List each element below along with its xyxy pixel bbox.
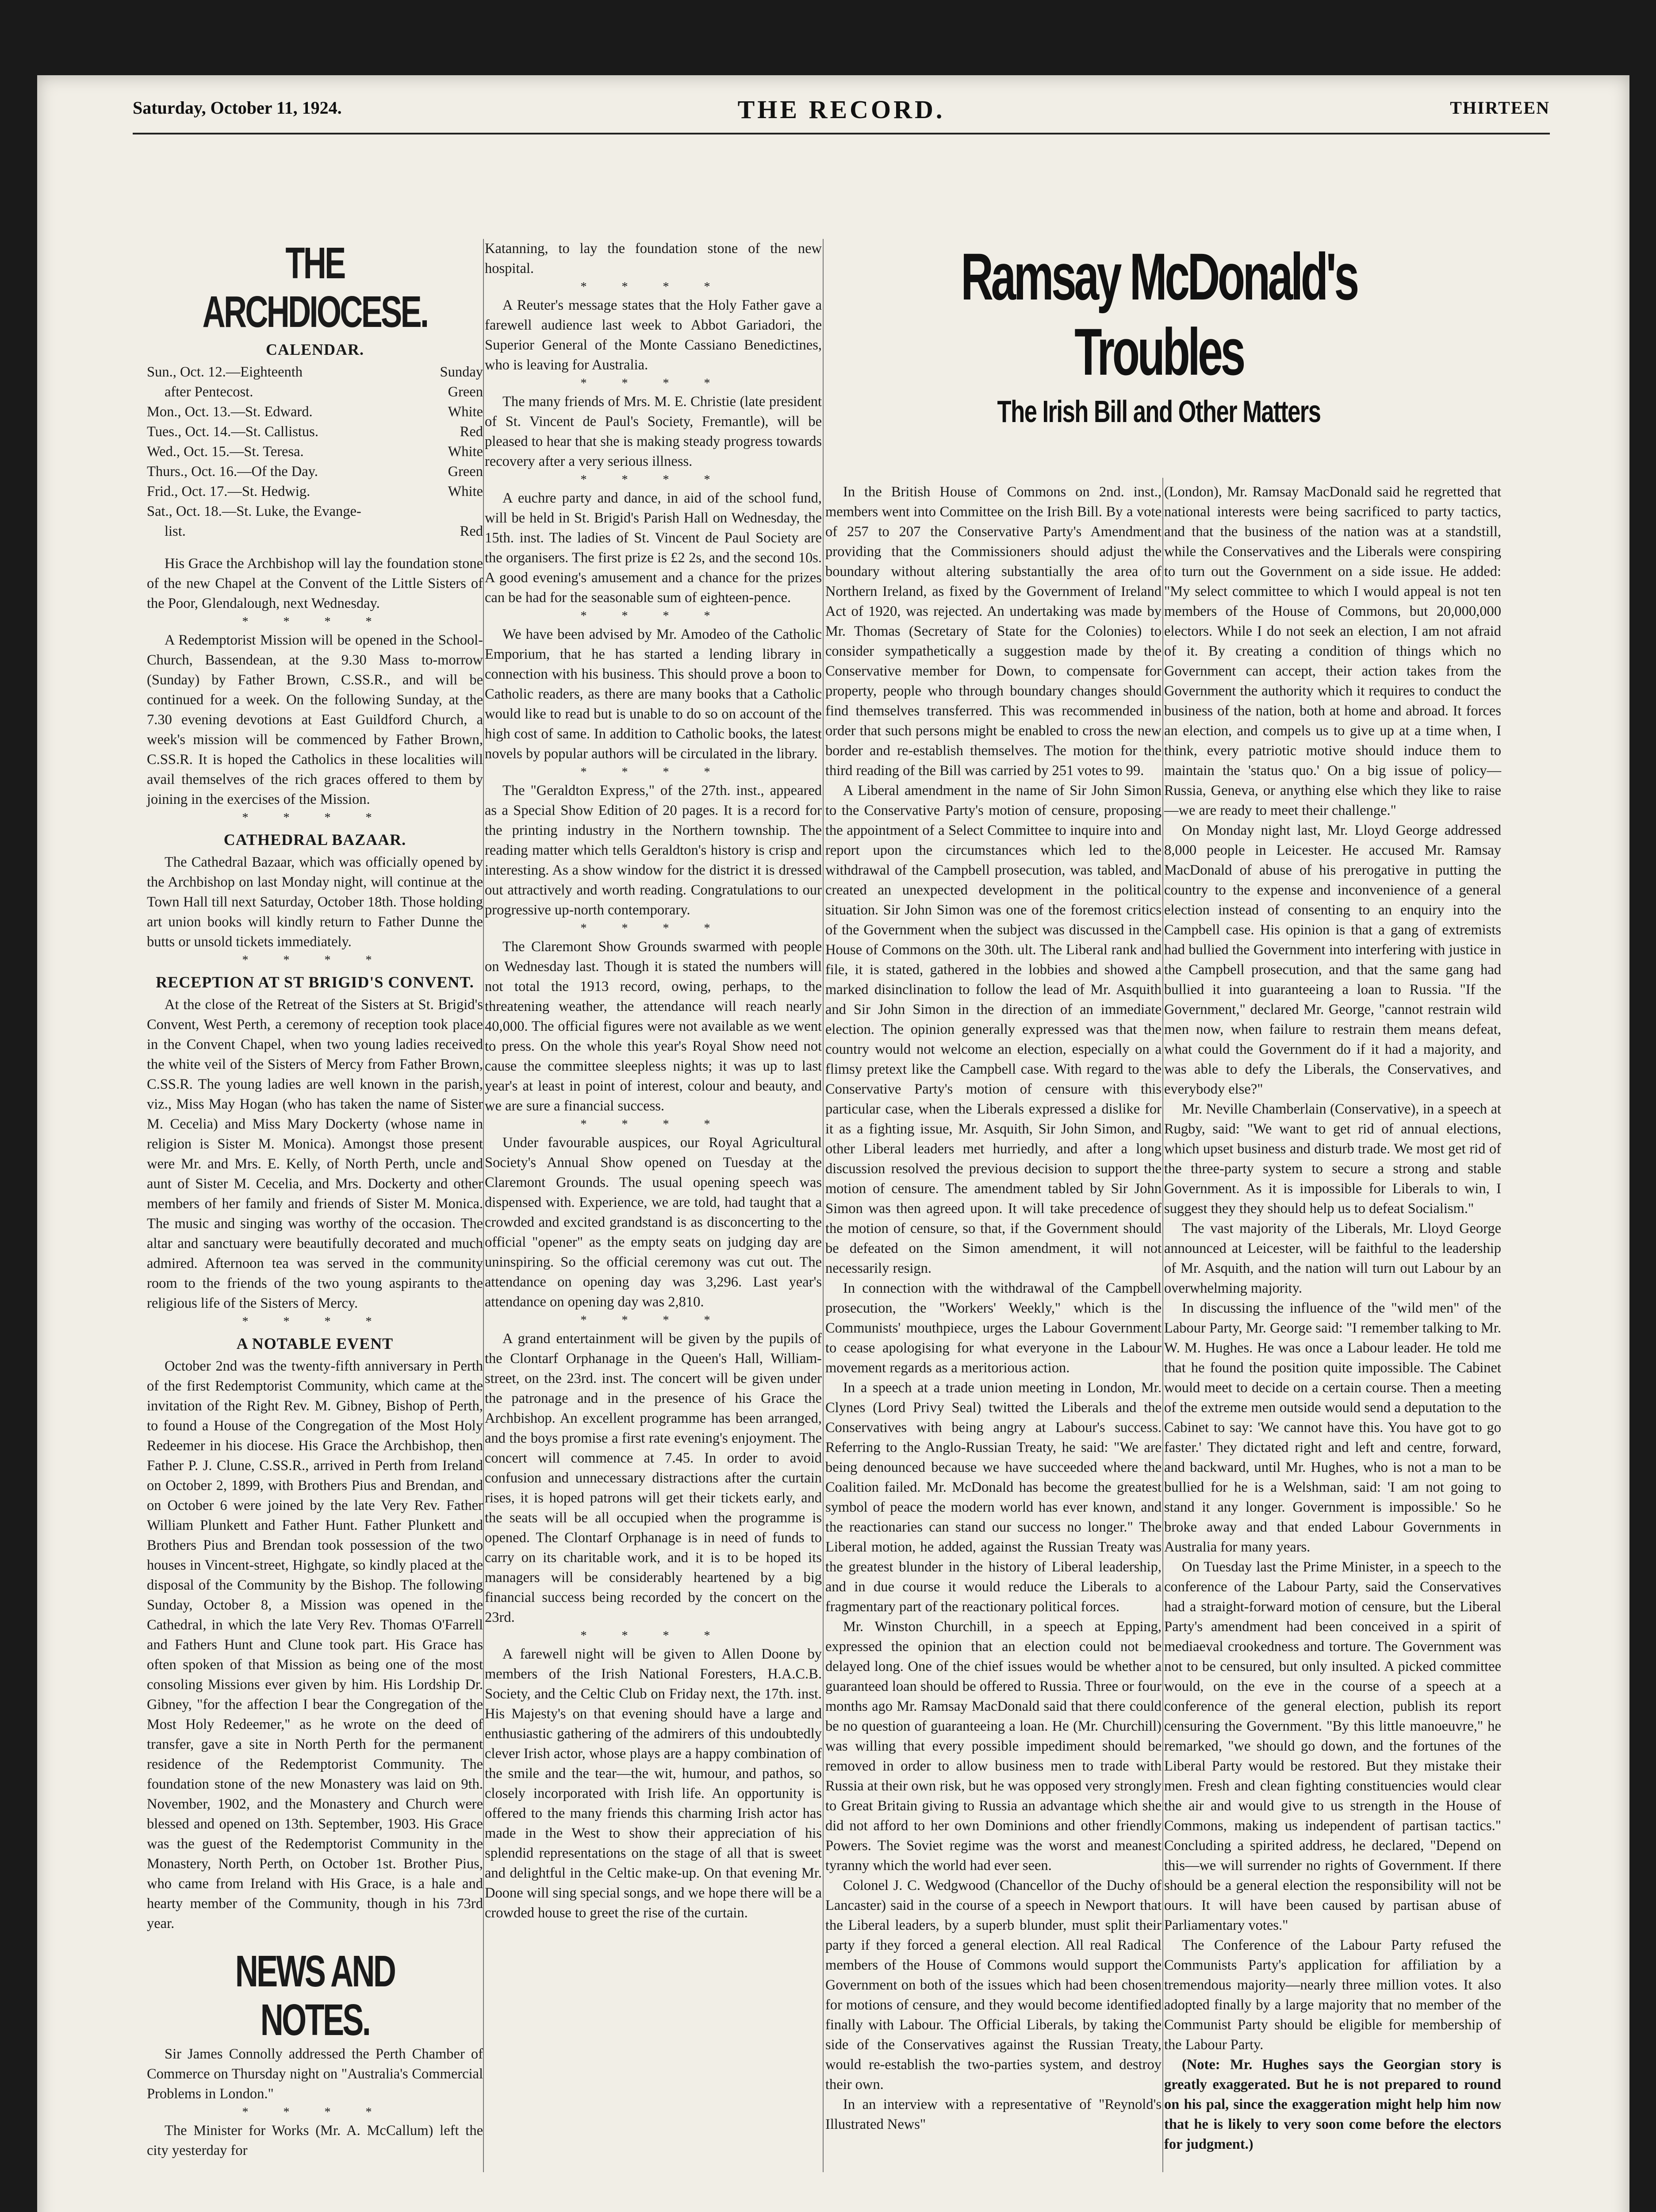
- paragraph: At the close of the Retreat of the Sisters at St. Brigid's Convent, West Perth, a ceremony of reception took place in the Convent Chapel, when two young ladies received the white veil of the Sisters of Mercy from Father Brown, C.SS.R. The young ladies are well known in the parish, viz., Miss May Hogan (who has taken the name of Sister M. Cecelia) and Miss Mary Dockerty (whose name in religion is Sister M. Monica). Amongst those present were Mr. and Mrs. E. Kelly, of North Perth, uncle and aunt of Sister M. Cecelia, and Mrs. Dockerty and other members of her family and friends of Sister M. Monica. The music and singing was worthy of the occasion. The altar and sanctuary were beautifully decorated and much admired. Afternoon tea was served in the community room to the friends of the two young aspirants to the religious life of the Sisters of Mercy.: [147, 997, 483, 1311]
- column-archdiocese: [147, 239, 483, 2161]
- paragraph: The vast majority of the Liberals, Mr. Lloyd George announced at Leicester, will be faithful to the leadership of Mr. Asquith, and the nation will turn out Labour by an overwhelming majority.: [1164, 1221, 1501, 1296]
- paragraph: A farewell night will be given to Allen Doone by members of the Irish National Foresters, H.A.C.B. Society, and the Celtic Club on Friday next, the 17th. inst. His Majesty's on that evening should have a large and enthusiastic gathering of the admirers of this undoubtedly clever Irish actor, whose plays are a happy combination of the smile and the tear—the wit, humour, and pathos, so closely incorporated with Irish life. An opportunity is offered to the many friends this charming Irish actor has made in the West to show their appreciation of his splendid representations on the stage of all that is sweet and delightful in the Celtic make-up. On that evening Mr. Doone will sing special songs, and we hope there will be a crowded house to greet the rise of the curtain.: [485, 1646, 822, 1921]
- calendar-entry: Mon., Oct. 13.—St. Edward. White: [147, 404, 483, 420]
- calendar-entry-cont: list. Red: [165, 523, 483, 539]
- article-subheadline: The Irish Bill and Other Matters: [997, 394, 1321, 429]
- paragraph-note: (Note: Mr. Hughes says the Georgian story is greatly exaggerated. But he is not prepared to round on his pal, since the exaggeration might help him now that he is likely to very soon come before the electors for judgment.): [1164, 2057, 1501, 2152]
- article-headline-block: [832, 239, 1486, 429]
- masthead-title: THE RECORD.: [737, 95, 945, 124]
- article-headline: Ramsay McDonald's Troubles: [961, 239, 1357, 389]
- paragraph: A Redemptorist Mission will be opened in the School-Church, Bassendean, at the 9.30 Mass to-morrow (Sunday) by Father Brown, C.SS.R., and will be continued for a week. On the following Sunday, at the 7.30 evening devotions at East Guildford Church, a week's mission will be commenced by Father Brown, C.SS.R. It is hoped the Catholics in these localities will avail themselves of the rich graces offered to them by joining in the exercises of the Mission.: [147, 632, 483, 807]
- heading-notable-event: A NOTABLE EVENT: [236, 1335, 394, 1352]
- paragraph: Under favourable auspices, our Royal Agricultural Society's Annual Show opened on Tuesday at the Claremont Grounds. The usual opening speech was dispensed with. Experience, we are told, had taught that a crowded and excited grandstand is as disconcerting to the official "opener" as the empty seats on judging day are uninspiring. So the official ceremony was cut out. The attendance on opening day was 3,296. Last year's attendance on opening day was 2,810.: [485, 1135, 822, 1310]
- column-divider: [823, 239, 824, 2172]
- paragraph: A Liberal amendment in the name of Sir John Simon to the Conservative Party's motion of censure, proposing the appointment of a Select Committee to inquire into and report upon the circumstances which led to the withdrawal of the Campbell prosecution, was tabled, and created an unexpected development in the political situation. Sir John Simon was one of the foremost critics of the Government when the subject was discussed in the House of Commons on the 30th. ult. The Liberal rank and file, it is stated, gathered in the lobbies and showed a marked disinclination to follow the lead of Mr. Asquith and Sir John Simon in the direction of an immediate election. The opinion generally expressed was that the country would not welcome an election, especially on a flimsy pretext like the Campbell case. With regard to the Conservative Party's motion of censure with this particular case, when the Liberals expressed a dislike for it as a fighting issue, Mr. Asquith, Sir John Simon, and other Liberal leaders met hurriedly, and after a long discussion resolved the previous decision to support the motion of censure. The amendment tabled by Sir John Simon was then agreed upon. It will take precedence of the motion of censure, so that, if the Government should be defeated on the Simon amendment, it will not necessarily resign.: [825, 783, 1162, 1276]
- paragraph: A Reuter's message states that the Holy Father gave a farewell audience last week to Abbot Gariadori, the Superior General of the Monte Cassiano Benedictines, who is leaving for Australia.: [485, 297, 822, 373]
- paragraph: We have been advised by Mr. Amodeo of the Catholic Emporium, that he has started a lending library in connection with his business. This should prove a boon to Catholic readers, as there are many books that a Catholic would like to read but is unable to do so on account of the high cost of same. In addition to Catholic books, the latest novels by popular authors will be circulated in the library.: [485, 626, 822, 762]
- paragraph: In an interview with a representative of "Reynold's Illustrated News": [825, 2097, 1162, 2132]
- section-title-news-and-notes: NEWS AND NOTES.: [235, 1947, 395, 2045]
- header-rule: [133, 133, 1550, 134]
- separator-stars: * * * *: [580, 376, 726, 390]
- heading-cathedral-bazaar: CATHEDRAL BAZAAR.: [223, 831, 406, 849]
- heading-reception: RECEPTION AT ST BRIGID'S CONVENT.: [156, 973, 474, 991]
- column-divider: [483, 239, 484, 2172]
- paragraph: The Conference of the Labour Party refused the Communists Party's application for affiliation by a tremendous majority—nearly three million votes. It also adopted finally by a large majority that no member of the Communist Party should be eligible for membership of the Labour Party.: [1164, 1937, 1501, 2053]
- calendar-entry: Thurs., Oct. 16.—Of the Day. Green: [147, 464, 483, 480]
- paragraph: The Cathedral Bazaar, which was officially opened by the Archbishop on last Monday night, will continue at the Town Hall till next Saturday, October 18th. Those holding art union books will kindly return to Father Dunne the butts or unsold tickets immediately.: [147, 854, 483, 950]
- paragraph: Katanning, to lay the foundation stone of the new hospital.: [485, 241, 822, 276]
- paragraph: In a speech at a trade union meeting in London, Mr. Clynes (Lord Privy Seal) twitted the Liberals and the Conservatives with being angry at Labour's success. Referring to the Anglo-Russian Treaty, he said: "We are being denounced because we have succeeded where the Coalition failed. Mr. McDonald has become the greatest symbol of peace the modern world has ever known, and the reactionaries can stand our success no longer." The Liberal motion, he added, against the Russian Treaty was the greatest blunder in the history of Liberal leadership, and in due course it would reduce the Liberals to a fragmentary part of the reactionary political forces.: [825, 1380, 1162, 1615]
- column-divider: [1162, 478, 1163, 2172]
- paragraph: The Claremont Show Grounds swarmed with people on Wednesday last. Though it is stated the numbers will not total the 1913 record, owing, perhaps, to the threatening weather, the attendance will reach nearly 40,000. The official figures were not available as we went to press. On the whole this year's Royal Show need not cause the committee sleepless nights; it was up to last year's at least in point of interest, colour and beauty, and we are sure a financial success.: [485, 939, 822, 1114]
- separator-stars: * * * *: [242, 2105, 388, 2119]
- page-header: [133, 97, 1550, 128]
- separator-stars: * * * *: [580, 1118, 726, 1131]
- paragraph: Mr. Neville Chamberlain (Conservative), in a speech at Rugby, said: "We want to get rid of annual elections, which upset business and disturb trade. We most get rid of the three-party system to secure a strong and stable Government. As it is impossible for Liberals to win, I suggest they they should help us to defeat Socialism.": [1164, 1101, 1501, 1217]
- separator-stars: * * * *: [242, 615, 388, 629]
- separator-stars: * * * *: [580, 473, 726, 487]
- calendar-entry: Sun., Oct. 12.—Eighteenth Sunday: [147, 364, 483, 380]
- paragraph: On Tuesday last the Prime Minister, in a speech to the conference of the Labour Party, said the Conservatives had a straight-forward motion of censure, but the Liberal Party's amendment had been conceived in a spirit of mediaeval crookedness and torture. The Government was not to be censured, but only insulted. A picked committee would, on the eve in the course of a speech at a conference of the general election, publish its report censuring the Government. "By this little manoeuvre," he remarked, "we should go down, and the fortunes of the Liberal Party would be restored. But they mistake their men. Fresh and clean fighting constituencies would clear the air and would give to us strength in the House of Commons, making us independent of partisan tactics." Concluding a spirited address, he declared, "Depend on this—we will surrender no rights of Government. If there should be a general election the responsibility will not be ours. It will have been caused by partisan abuse of Parliamentary votes.": [1164, 1559, 1501, 1933]
- separator-stars: * * * *: [242, 811, 388, 825]
- paragraph: October 2nd was the twenty-fifth anniversary in Perth of the first Redemptorist Community, which came at the invitation of the Right Rev. M. Gibney, Bishop of Perth, to found a House of the Congregation of the Most Holy Redeemer in his diocese. His Grace the Archbishop, then Father P. J. Clune, C.SS.R., arrived in Perth from Ireland on October 2, 1899, with Brothers Pius and Brendan, and on October 6 were joined by the late Very Rev. Father William Plunkett and Father Hunt. Father Plunkett and Brothers Pius and Brendan took possession of the two houses in Vincent-street, Highgate, so kindly placed at the disposal of the Community by the Bishop. The following Sunday, October 8, a Mission was opened in the Cathedral, in which the late Very Rev. Thomas O'Farrell and Fathers Hunt and Clune took part. His Grace has often spoken of that Mission as being one of the most consoling Missions ever given by him. His Lordship Dr. Gibney, "for the affection I bear the Congregation of the Most Holy Redeemer," as he wrote on the deed of transfer, gave a site in North Perth for the permanent residence of the Redemptorist Community. The foundation stone of the new Monastery was laid on 9th. November, 1902, and the Monastery and Church were blessed and opened on 13th. September, 1903. His Grace was the guest of the Redemptorist Community in the Monastery, North Perth, on October 1st. Brother Pius, who came from Ireland with His Grace, is a hale and hearty member of the Community, though in his 73rd year.: [147, 1358, 483, 1932]
- paragraph: Sir James Connolly addressed the Perth Chamber of Commerce on Thursday night on "Australia's Commercial Problems in London.": [147, 2046, 483, 2102]
- separator-stars: * * * *: [242, 1315, 388, 1329]
- paragraph: His Grace the Archbishop will lay the foundation stone of the new Chapel at the Convent of the Little Sisters of the Poor, Glendalough, next Wednesday.: [147, 556, 483, 611]
- column-article-right: [1164, 482, 1501, 2154]
- paragraph: (London), Mr. Ramsay MacDonald said he regretted that national interests were being sacrificed to party tactics, and that the business of the nation was at a standstill, while the Conservatives and the Liberals were conspiring to turn out the Government on a side issue. He added: "My select committee to which I would appeal is not ten members of the House of Commons, but 20,000,000 electors. While I do not seek an election, I am not afraid of it. By creating a condition of things which no Government can accept, their action takes from the Government the authority which it requires to conduct the business of the nation, both at home and abroad. It forces an election, and compels us to give up at a time when, I think, every patriotic motive should induce them to maintain the 'status quo.' On a big issue of policy—Russia, Geneva, or anything else which they like to raise—we are ready to meet their challenge.": [1164, 484, 1501, 818]
- paragraph: A grand entertainment will be given by the pupils of the Clontarf Orphanage in the Queen's Hall, William-street, on the 23rd. inst. The concert will be given under the patronage and in the presence of his Grace the Archbishop. An excellent programme has been arranged, and the boys promise a first rate evening's enjoyment. The concert will commence at 7.45. In order to avoid confusion and unnecessary distractions after the curtain rises, it is hoped patrons will get their tickets early, and the seats will be all occupied when the programme is opened. The Clontarf Orphanage is in need of funds to carry on its charitable work, and it is to be hoped its managers will be considerably heartened by a big financial success being recorded by the concert on the 23rd.: [485, 1331, 822, 1625]
- paragraph: On Monday night last, Mr. Lloyd George addressed 8,000 people in Leicester. He accused Mr. Ramsay MacDonald of abuse of his prerogative in putting the country to the expense and inconvenience of a general election instead of consenting to an enquiry into the Campbell case. His opinion is that a gang of extremists had bullied the Government into interfering with justice in the Campbell prosecution, and that the same gang had bullied it into guaranteeing a loan to Russia. "If the Government," declared Mr. George, "cannot restrain wild men now, when failure to restrain them means defeat, what could the Government do if it had a majority, and was able to defy the Liberals, the Conservatives, and everybody else?": [1164, 822, 1501, 1097]
- paragraph: Mr. Winston Churchill, in a speech at Epping, expressed the opinion that an election could not be delayed long. One of the chief issues would be whether a guaranteed loan should be offered to Russia. Three or four months ago Mr. Ramsay MacDonald said that there could be no question of guaranteeing a loan. He (Mr. Churchill) was willing that every possible impediment should be removed in order to allow business men to trade with Russia at their own risk, but he was opposed very strongly to Great Britain giving to Russia an advantage which she did not afford to her own Dominions and other friendly Powers. The Soviet regime was the worst and meanest tyranny which the world had ever seen.: [825, 1619, 1162, 1874]
- separator-stars: * * * *: [580, 922, 726, 935]
- separator-stars: * * * *: [580, 765, 726, 779]
- column-notes: [485, 239, 822, 1923]
- separator-stars: * * * *: [580, 280, 726, 294]
- calendar-entry: Sat., Oct. 18.—St. Luke, the Evange-: [147, 503, 361, 519]
- separator-stars: * * * *: [580, 609, 726, 623]
- calendar-title: CALENDAR.: [265, 341, 364, 358]
- calendar-entry-cont: after Pentecost. Green: [165, 384, 483, 400]
- page-number: THIRTEEN: [1450, 98, 1550, 118]
- paragraph: In connection with the withdrawal of the Campbell prosecution, the "Workers' Weekly," which is the Communists' mouthpiece, urges the Labour Government to cease apologising for what everyone in the Labour movement regards as a meritorious action.: [825, 1280, 1162, 1376]
- paragraph: A euchre party and dance, in aid of the school fund, will be held in St. Brigid's Parish Hall on Wednesday, the 15th. inst. The ladies of St. Vincent de Paul Society are the organisers. The first prize is £2 2s, and the second 10s. A good evening's amusement and a chance for the prizes can be had for the seasonable sum of eighteen-pence.: [485, 490, 822, 606]
- column-article-left: [825, 482, 1162, 2135]
- paragraph: The "Geraldton Express," of the 27th. inst., appeared as a Special Show Edition of 20 pages. It is a record for the printing industry in the Northern township. The reading matter which tells Geraldton's history is crisp and interesting. As a show window for the district it is dressed out attractively and worth reading. Congratulations to our progressive up-north contemporary.: [485, 783, 822, 918]
- calendar-list: [147, 362, 483, 541]
- paragraph: In discussing the influence of the "wild men" of the Labour Party, Mr. George said: "I remember talking to Mr. W. M. Hughes. He was once a Labour leader. He told me that he found the position quite impossible. The Cabinet would meet to decide on a certain course. Then a meeting of the extreme men outside would send a deputation to the Cabinet to say: 'We cannot have this. You have got to go faster.' They dictated right and left and centre, forward, and backward, until Mr. Hughes, who is not a man to be bullied for he is a Welshman, said: 'I am not going to stand it any longer. Government is impossible.' So he broke away and that ended Labour Governments in Australia for many years.: [1164, 1300, 1501, 1555]
- section-title-archdiocese: THE ARCHDIOCESE.: [202, 238, 428, 337]
- calendar-entry: Wed., Oct. 15.—St. Teresa. White: [147, 444, 483, 460]
- paragraph: The Minister for Works (Mr. A. McCallum) left the city yesterday for: [147, 2123, 483, 2158]
- paragraph: In the British House of Commons on 2nd. inst., members went into Committee on the Irish Bill. By a vote of 257 to 207 the Conservative Party's Amendment providing that the Commissioners should adjust the boundary without altering substantially the area of Northern Ireland, as fixed by the Government of Ireland Act of 1920, was rejected. An undertaking was made by Mr. Thomas (Secretary of State for the Colonies) to consider sympathetically a suggestion made by the Conservative member for Down, to compensate for property, people who through boundary changes should find themselves transferred. This was recommended in order that such persons might be enabled to cross the new border and re-establish themselves. The motion for the third reading of the Bill was carried by 251 votes to 99.: [825, 484, 1162, 779]
- issue-date: Saturday, October 11, 1924.: [133, 98, 342, 118]
- calendar-entry: Tues., Oct. 14.—St. Callistus. Red: [147, 424, 483, 440]
- separator-stars: * * * *: [580, 1313, 726, 1327]
- calendar-entry: Frid., Oct. 17.—St. Hedwig. White: [147, 484, 483, 499]
- separator-stars: * * * *: [580, 1629, 726, 1643]
- separator-stars: * * * *: [242, 953, 388, 967]
- paragraph: Colonel J. C. Wedgwood (Chancellor of the Duchy of Lancaster) said in the course of a speech in Newport that the Liberal leaders, by a superb blunder, must split their party if they forced a general election. All real Radical members of the House of Commons would support the Government on both of the issues which had been chosen for motions of censure, and they would become identified finally with Labour. The Official Liberals, by taking the side of the Conservatives against the Russian Treaty, would re-establish the two-parties system, and destroy their own.: [825, 1878, 1162, 2093]
- paragraph: The many friends of Mrs. M. E. Christie (late president of St. Vincent de Paul's Society, Fremantle), will be pleased to hear that she is making steady progress towards recovery after a very serious illness.: [485, 394, 822, 469]
